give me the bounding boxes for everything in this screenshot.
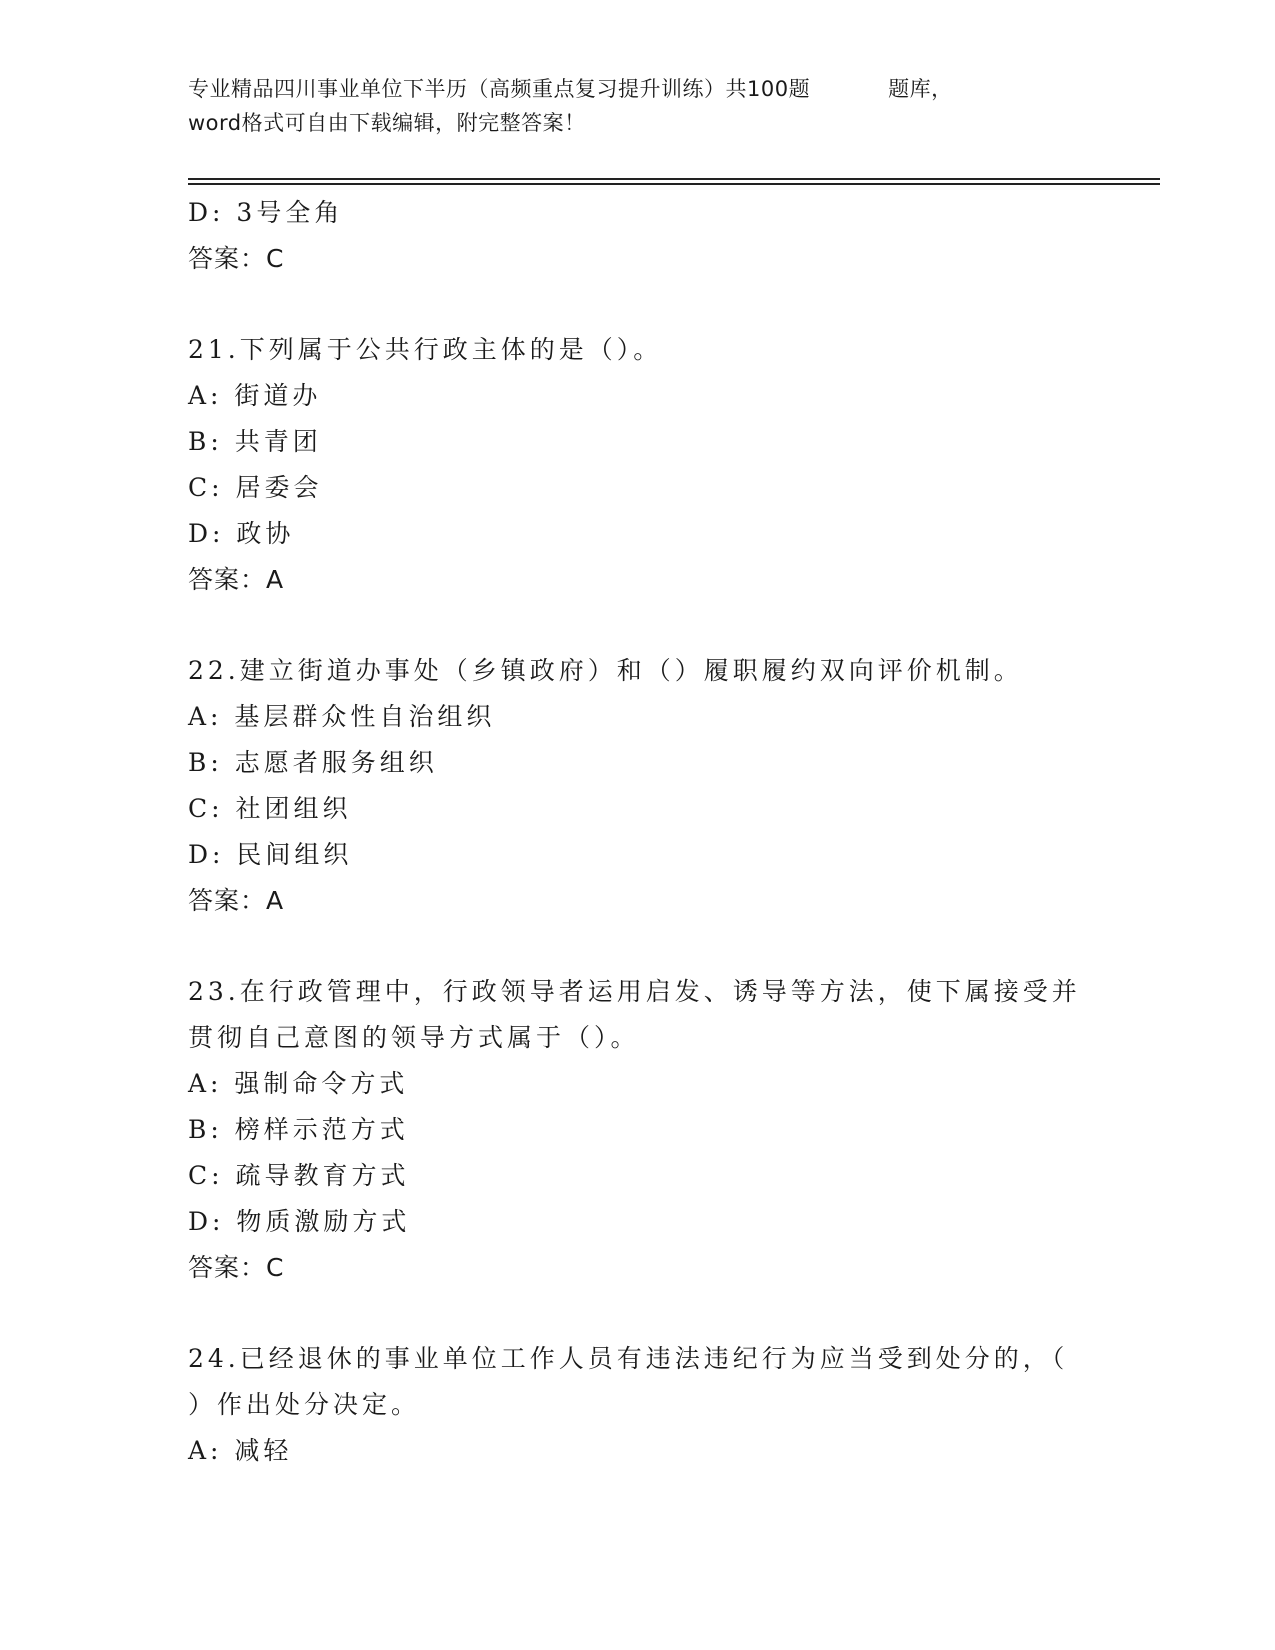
header-line-1 — [188, 72, 1058, 106]
option-c: C: 居委会 — [188, 473, 323, 502]
option-a: A: 强制命令方式 — [188, 1069, 409, 1098]
question-text-line-1: 24.已经退休的事业单位工作人员有违法违纪行为应当受到处分的，（ — [188, 1344, 1069, 1373]
answer: 答案：C — [188, 1253, 285, 1282]
prev-option-d: D: 3号全角 — [188, 198, 344, 227]
question-list — [188, 190, 1088, 1474]
option-a: A: 基层群众性自治组织 — [188, 702, 496, 731]
answer: 答案：A — [188, 886, 285, 915]
option-a: A: 减轻 — [188, 1436, 293, 1465]
option-b: B: 榜样示范方式 — [188, 1115, 409, 1144]
option-b: B: 志愿者服务组织 — [188, 748, 438, 777]
option-a: A: 街道办 — [188, 381, 322, 410]
answer: 答案：A — [188, 565, 285, 594]
question-text-line-2: ）作出处分决定。 — [188, 1390, 421, 1419]
option-b: B: 共青团 — [188, 427, 322, 456]
option-d: D: 政协 — [188, 519, 295, 548]
header-line-2: word格式可自由下载编辑，附完整答案！ — [188, 111, 586, 135]
header-title: 专业精品四川事业单位下半历（高频重点复习提升训练）共100题 — [188, 77, 811, 101]
question-23 — [188, 969, 1088, 1291]
question-text-line-1: 23.在行政管理中，行政领导者运用启发、诱导等方法，使下属接受并 — [188, 977, 1081, 1006]
header-rule-bottom — [188, 183, 1160, 185]
question-24 — [188, 1336, 1088, 1474]
option-d: D: 物质激励方式 — [188, 1207, 411, 1236]
header-rule-top — [188, 178, 1160, 180]
question-text-line-2-row — [188, 1382, 1088, 1428]
document-header — [188, 72, 1058, 140]
question-22 — [188, 648, 1088, 924]
header-title-suffix: 题库， — [888, 77, 953, 101]
option-d: D: 民间组织 — [188, 840, 353, 869]
question-text-line-2: 贯彻自己意图的领导方式属于（）。 — [188, 1023, 640, 1052]
prev-answer: 答案：C — [188, 244, 285, 273]
question-text: 22.建立街道办事处（乡镇政府）和（）履职履约双向评价机制。 — [188, 656, 1023, 685]
question-text: 21.下列属于公共行政主体的是（）。 — [188, 335, 663, 364]
option-c: C: 社团组织 — [188, 794, 352, 823]
option-c: C: 疏导教育方式 — [188, 1161, 410, 1190]
question-21 — [188, 327, 1088, 603]
